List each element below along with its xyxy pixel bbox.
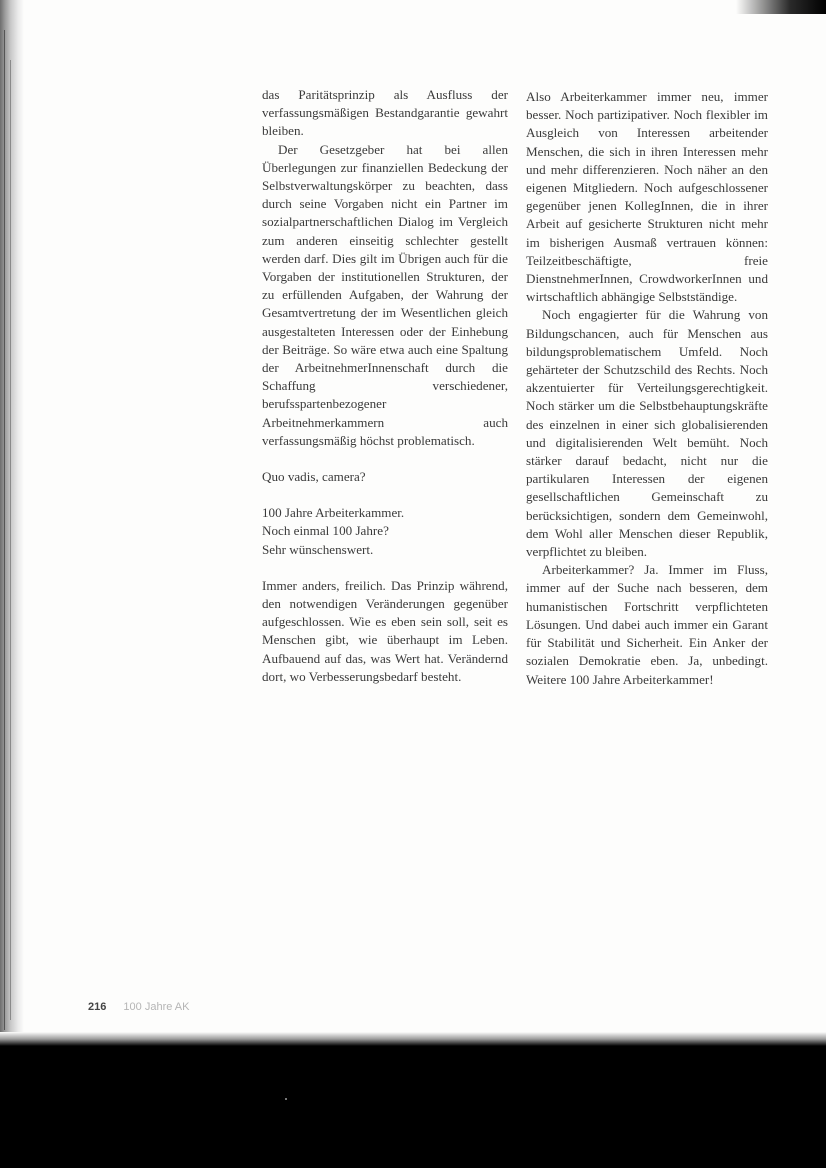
scan-shadow-bottom bbox=[0, 1032, 826, 1046]
page-footer bbox=[88, 1001, 189, 1013]
verse-line-2: Noch einmal 100 Jahre? bbox=[262, 523, 389, 539]
left-paragraph-3: Immer anders, freilich. Das Prinzip während, den notwendigen Veränderungen gegenüber aufgeschlossen. Wie es eben sein soll, seit es Menschen gibt, wie überhaupt im Leben. Aufbauend auf das, was Wert hat. Verändernd dort, wo Verbesserungsbedarf besteht. bbox=[262, 577, 508, 684]
right-text-column bbox=[526, 88, 768, 689]
left-paragraph-1: das Paritätsprinzip als Ausfluss der verfassungsmäßigen Bestandgarantie gewahrt bleiben. bbox=[262, 87, 508, 139]
right-paragraph-3: Arbeiterkammer? Ja. Immer im Fluss, immer auf der Suche nach besseren, dem humanistischen Fortschritt verpflichteten Lösungen. Und dabei auch immer ein Garant für Stabilität und Sicherheit. Ein Anker der sozialen Demokratie eben. Ja, unbedingt. Weitere 100 Jahre Arbeiterkammer! bbox=[526, 562, 768, 687]
page-stack-edge bbox=[0, 0, 24, 1040]
running-title: 100 Jahre AK bbox=[123, 1001, 190, 1013]
scan-shadow-top bbox=[736, 0, 826, 14]
right-paragraph-2: Noch engagierter für die Wahrung von Bildungschancen, auch für Menschen aus bildungsproblematischem Umfeld. Noch gehärteter der Schutzschild des Rechts. Noch akzentuierter für Verteilungsgerechtigkeit. Noch stärker um die Selbstbehauptungskräfte des einzelnen in einer sich globalisierenden und digitalisierenden Welt bemüht. Noch stärker darauf bedacht, nicht nur die partikularen Interessen der eigenen gesellschaftlichen Gemeinschaft zu berücksichtigen, sondern dem Gemeinwohl, dem Wohl aller Menschen dieser Republik, verpflichtet zu bleiben. bbox=[526, 307, 768, 560]
scan-speck bbox=[285, 1098, 287, 1100]
page-number: 216 bbox=[88, 1001, 107, 1013]
verse-line-1: 100 Jahre Arbeiterkammer. bbox=[262, 505, 405, 521]
section-heading-quo-vadis: Quo vadis, camera? bbox=[262, 469, 366, 485]
left-text-column bbox=[262, 86, 508, 686]
verse-line-3: Sehr wünschenswert. bbox=[262, 541, 374, 557]
left-paragraph-2: Der Gesetzgeber hat bei allen Überlegungen zur finanziellen Bedeckung der Selbstverwaltungskörper zu beachten, dass durch seine Vorgaben nicht ein Partner im sozialpartnerschaftlichen Dialog im Vergleich zum anderen einseitig schlechter gestellt werden darf. Dies gilt im Übrigen auch für die Vorgaben der institutionellen Strukturen, der zu erfüllenden Aufgaben, der Wahrung der Gesamtvertretung der im Wesentlichen gleich ausgestalteten Interessen oder der Einhebung der Beiträge. So wäre etwa auch eine Spaltung der ArbeitnehmerInnenschaft durch die Schaffung verschiedener, berufsspartenbezogener Arbeitnehmerkammern auch verfassungsmäßig höchst problematisch. bbox=[262, 141, 508, 448]
right-paragraph-1: Also Arbeiterkammer immer neu, immer besser. Noch partizipativer. Noch flexibler im Ausgleich von Interessen arbeitender Menschen, die sich in ihren Interessen mehr und mehr differenzieren. Noch näher an den eigenen Mitgliedern. Noch aufgeschlossener gegenüber jenen KollegInnen, die in ihrer Arbeit auf gesicherte Strukturen nicht mehr im bisherigen Ausmaß vertrauen können: Teilzeitbeschäftigte, freie DienstnehmerInnen, CrowdworkerInnen und wirtschaftlich abhängige Selbstständige. bbox=[526, 89, 768, 305]
